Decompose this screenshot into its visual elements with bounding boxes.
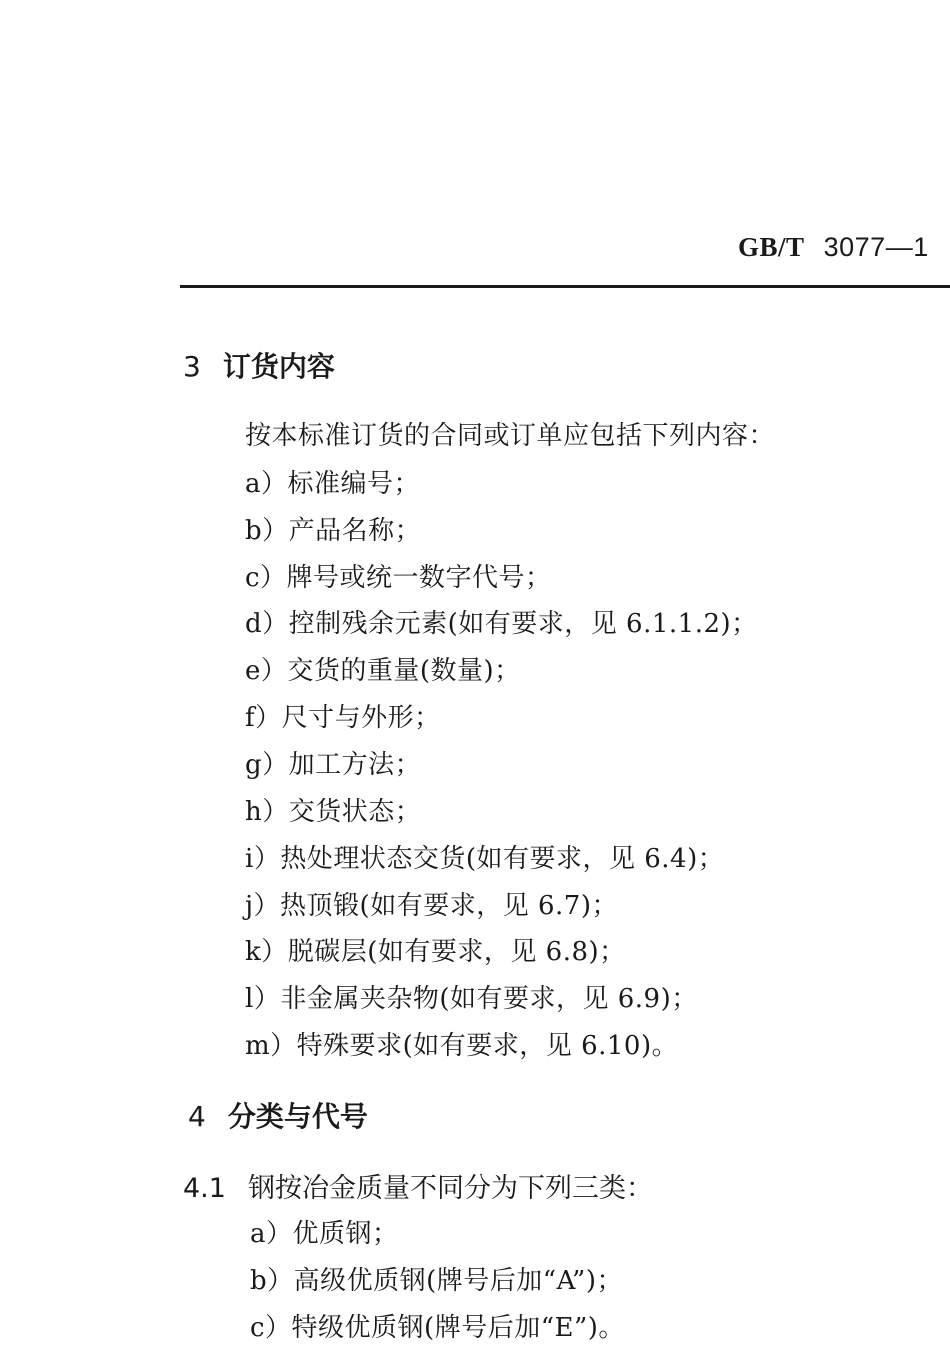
list-item: b）产品名称； — [245, 516, 422, 546]
section-3-intro: 按本标准订货的合同或订单应包括下列内容： — [245, 421, 776, 451]
section-number: 4 — [188, 1100, 206, 1133]
list-item: l）非金属夹杂物(如有要求，见 6.9)； — [245, 984, 698, 1014]
list-item: c）牌号或统一数字代号； — [245, 563, 552, 593]
list-item: g）加工方法； — [245, 750, 422, 780]
list-item: k）脱碳层(如有要求，见 6.8)； — [245, 937, 626, 967]
standard-number: 3077—1 — [823, 232, 929, 262]
section-4-heading — [188, 1095, 368, 1135]
subsection-number: 4.1 — [183, 1173, 226, 1204]
list-item: f）尺寸与外形； — [245, 703, 441, 733]
list-item: e）交货的重量(数量)； — [245, 656, 521, 686]
list-item: a）标准编号； — [245, 469, 421, 499]
standard-code: GB/T — [738, 232, 805, 262]
list-item: m）特殊要求(如有要求，见 6.10)。 — [245, 1031, 679, 1061]
list-item: a）优质钢； — [250, 1219, 399, 1249]
section-title: 订货内容 — [222, 350, 335, 383]
header-rule — [180, 285, 950, 288]
list-item: j）热顶锻(如有要求，见 6.7)； — [245, 891, 618, 921]
subsection-4-1 — [183, 1166, 653, 1205]
list-item: h）交货状态； — [245, 797, 422, 827]
page-header — [738, 232, 929, 263]
subsection-text: 钢按冶金质量不同分为下列三类： — [247, 1173, 653, 1204]
list-item: b）高级优质钢(牌号后加“A”)； — [250, 1266, 623, 1296]
list-item: c）特级优质钢(牌号后加“E”)。 — [250, 1313, 625, 1343]
section-title: 分类与代号 — [227, 1100, 368, 1133]
list-item: i）热处理状态交货(如有要求，见 6.4)； — [245, 844, 725, 874]
section-3-heading — [183, 345, 335, 385]
list-item: d）控制残余元素(如有要求，见 6.1.1.2)； — [245, 609, 758, 639]
section-number: 3 — [183, 350, 201, 383]
